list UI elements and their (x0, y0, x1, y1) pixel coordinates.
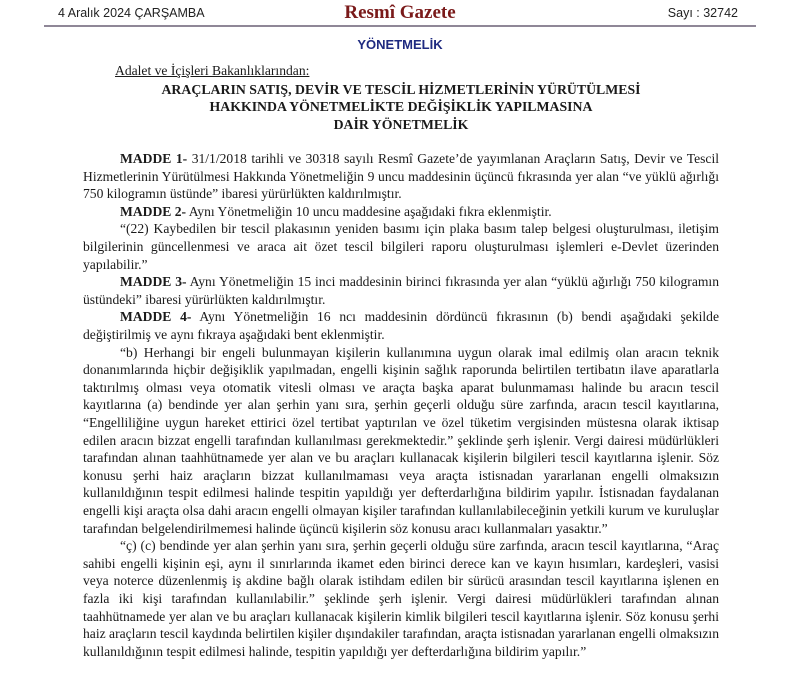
clause-text: “(22) Kaybedilen bir tescil plakasının yeniden basımı için plaka basım talep belgesi oluşturulması, iletişim bilgilerinin güncellenmesi ve araca ait özet tescil bilgileri raporu oluşturulması işlemleri e-Devlet üzerinden yapılabilir.” (83, 221, 719, 272)
article-text: 31/1/2018 tarihli ve 30318 sayılı Resmî Gazete’de yayımlanan Araçların Satış, Devir ve Tescil Hizmetlerinin Yürütülmesi Hakkında Yönetmeliğin 9 uncu maddesinin üçüncü fıkrasında yer alan “ve yüklü ağırlığı 750 kilogramın üstünde” ibaresi yürürlükten kaldırılmıştır. (83, 151, 719, 202)
article-3 (83, 273, 719, 308)
gazette-title: Resmî Gazete (344, 2, 456, 23)
gazette-header (0, 0, 800, 27)
article-text: Aynı Yönetmeliğin 16 ncı maddesinin dördüncü fıkrasının (b) bendi aşağıdaki şekilde değiştirilmiş ve aynı fıkraya aşağıdaki bent eklenmiştir. (83, 309, 719, 343)
clause-text: “b) Herhangi bir engeli bulunmayan kişilerin kullanımına uygun olarak imal edilmiş olan aracın teknik donanımlarında hiçbir değişiklik yapılmadan, engelli kişinin sağlık raporunda belirtilen tertibatın ilave aparatlarla taktırılmış olması veya otomatik vitesli olması ve araçta başka aparat bulunmaması halinde bu aracın tescil kayıtlarına (a) bendinde yer alan şerhin yanı sıra, şerhin geçerli olduğu süre zarfında, aracın tescil kayıtlarına, “Engelliliğine uygun hareket ettirici özel tertibat yaptırılan ve özel tüketim vergisinden müstesna olarak iktisap edilen aracın bizzat engelli tarafından kullanılması gerekmektedir.” şeklinde şerh işlenir. Vergi dairesi müdürlükleri tarafından alınan taahhütnamede yer alan ve bu araçları kullanacak kişilerin bilgileri tescil kayıtlarına işlenir. Söz konusu şerhi haiz araçların bizzat kullanılmaması veya araçta istisnadan yararlanan engelli olmaksızın kullanıldığının tespit edilmesi halinde tespitin yapıldığı yer defterdarlığına bildirim yapılır. İstisnadan faydalanan engelli kişi araçta olsa dahi aracın engelli olmayan kişiler tarafından kullanılabileceğinin yetkili kurum ve kuruluşlar tarafından belgelendirilmemesi halinde üçüncü kişilerin söz konusu aracı kullanmaları yasaktır.” (83, 344, 719, 536)
header-divider (44, 25, 756, 27)
title-line: ARAÇLARIN SATIŞ, DEVİR VE TESCİL HİZMETLERİNİN YÜRÜTÜLMESİ (161, 81, 641, 97)
issue-number: Sayı : 32742 (667, 6, 738, 20)
issue-date: 4 Aralık 2024 ÇARŞAMBA (58, 6, 205, 20)
article-label: MADDE 4- (120, 309, 192, 325)
article-text: Aynı Yönetmeliğin 10 uncu maddesine aşağıdaki fıkra eklenmiştir. (186, 203, 552, 219)
regulation-document (83, 62, 719, 660)
article-label: MADDE 2- (120, 203, 187, 219)
title-line: HAKKINDA YÖNETMELİKTE DEĞİŞİKLİK YAPILMASINA (209, 99, 593, 115)
section-heading: YÖNETMELİK (357, 37, 443, 52)
article-4-clause-c-cedilla (83, 537, 719, 660)
article-4-clause-b (83, 344, 719, 538)
article-label: MADDE 1- (120, 151, 188, 167)
article-2-clause (83, 220, 719, 273)
article-4 (83, 308, 719, 343)
title-line: DAİR YÖNETMELİK (333, 116, 469, 132)
article-label: MADDE 3- (120, 274, 187, 290)
regulation-title (83, 81, 719, 134)
article-text: Aynı Yönetmeliğin 15 inci maddesinin birinci fıkrasında yer alan “yüklü ağırlığı 750 kilogramın üstündeki” ibaresi yürürlükten kaldırılmıştır. (83, 274, 720, 307)
issuing-ministry: Adalet ve İçişleri Bakanlıklarından: (115, 63, 310, 78)
article-1 (83, 150, 719, 203)
article-2 (83, 203, 719, 221)
clause-text: “ç) (c) bendinde yer alan şerhin yanı sıra, şerhin geçerli olduğu süre zarfında, aracın tescil kayıtlarına, “Araç sahibi engelli kişinin eşi, aynı il sınırlarında ikamet eden birinci derece kan ve kayın hısımları, kardeşleri, vasisi veya noterce düzenlenmiş iş akdine bağlı olarak istihdam edilen bir sürücü arasından tescil kayıtlarına işlenen en fazla iki kişi tarafından kullanılabilir.” şeklinde şerh işlenir. Vergi dairesi müdürlükleri tarafından alınan taahhütnamede yer alan ve bu araçları kullanacak kişilerin kimlik bilgileri tescil kayıtlarına işlenir. Söz konusu şerhi haiz araçların tescil kaydında belirtilen kişiler dışındakiler tarafından, araçta istisnadan yararlanan engelli olmaksızın kullanıldığının tespit edilmesi halinde, tespitin yapıldığı yer defterdarlığına bildirim yapılır.” (83, 538, 720, 659)
